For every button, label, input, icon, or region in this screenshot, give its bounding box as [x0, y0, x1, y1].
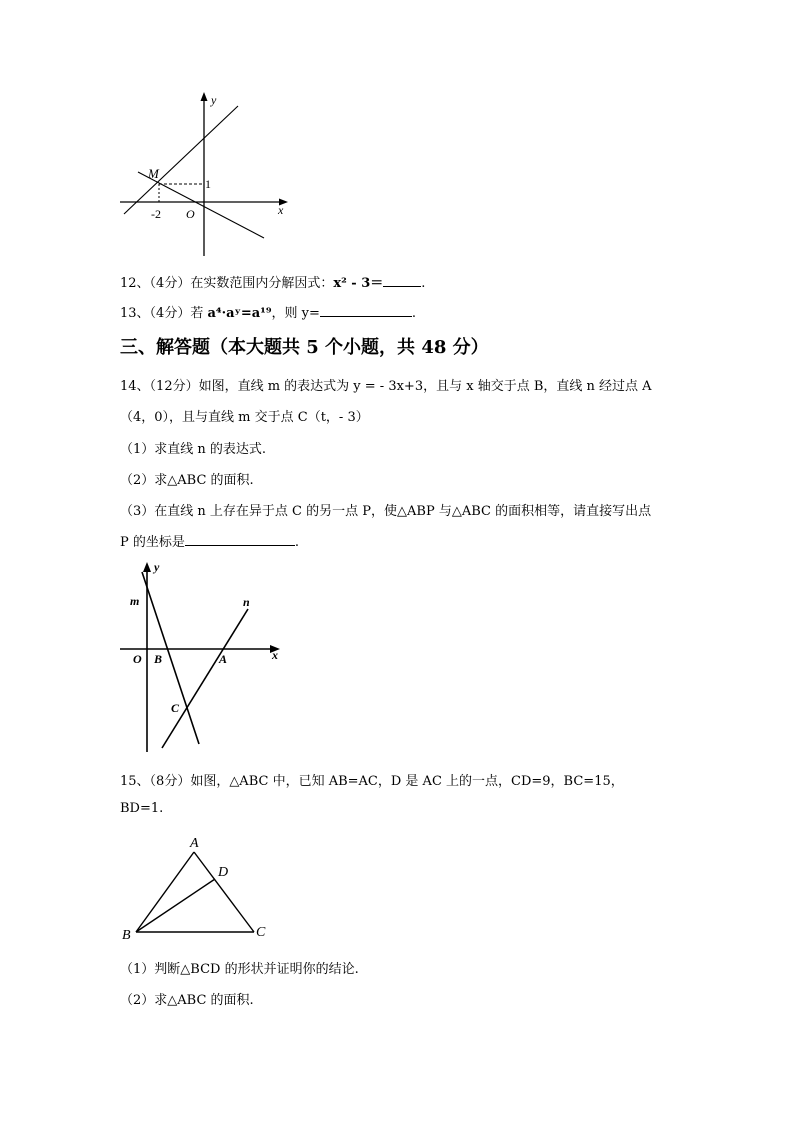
- section-3-heading: 三、解答题（本大题共 5 个小题，共 48 分）: [120, 337, 489, 358]
- figure-triangle-abc: [118, 832, 278, 944]
- label-b: B: [122, 928, 131, 943]
- q14-part1: （1）求直线 n 的表达式.: [120, 442, 267, 457]
- q14-part3b-end: .: [294, 535, 300, 550]
- q14-part3b: [120, 531, 299, 550]
- label-x: x: [272, 648, 278, 662]
- q13-expr: a⁴·aʸ=a¹⁹: [207, 306, 272, 321]
- y-axis-arrow: [143, 562, 151, 572]
- line-m: [142, 572, 199, 744]
- line-rising: [124, 106, 238, 214]
- q14-answer-blank[interactable]: [185, 533, 295, 546]
- label-m: M: [148, 166, 159, 181]
- figure-lines-m-n: [112, 558, 292, 754]
- q15-part1: （1）判断△BCD 的形状并证明你的结论.: [120, 962, 359, 977]
- q14-part2: （2）求△ABC 的面积.: [120, 473, 254, 488]
- q13-end: .: [411, 306, 417, 321]
- label-n: n: [243, 595, 250, 609]
- label-d: D: [218, 865, 229, 880]
- line-falling: [138, 172, 264, 238]
- q12-end: .: [421, 276, 426, 291]
- label-c: C: [256, 925, 266, 940]
- label-b: B: [154, 652, 163, 666]
- q13-answer-blank[interactable]: [320, 304, 412, 317]
- q14-part3: （3）在直线 n 上存在异于点 C 的另一点 P，使△ABP 与△ABC 的面积相等，请直接写出点: [120, 504, 652, 519]
- label-a: A: [190, 836, 199, 851]
- side-ab: [136, 852, 194, 932]
- label-x: x: [278, 203, 284, 217]
- y-axis-arrow: [201, 92, 208, 101]
- q13-mid: ，则 y=: [271, 306, 320, 321]
- q12-answer-blank[interactable]: [383, 274, 421, 287]
- figure-coordinate-lines-m: [112, 88, 302, 260]
- label-a: A: [219, 652, 228, 666]
- label-c: C: [171, 701, 180, 715]
- question-13: [120, 302, 416, 321]
- label-origin: O: [186, 207, 195, 221]
- label-neg2: -2: [151, 207, 161, 221]
- q15-part2: （2）求△ABC 的面积.: [120, 993, 254, 1008]
- q12-prefix: 12、（4分）在实数范围内分解因式：: [120, 276, 334, 291]
- label-one: 1: [205, 177, 211, 191]
- q12-expr: x² - 3＝: [333, 276, 384, 291]
- label-y: y: [154, 560, 160, 574]
- q15-line2: BD=1.: [120, 801, 164, 816]
- q14-line2: （4，0），且与直线 m 交于点 C（t，- 3）: [120, 410, 369, 425]
- label-m: m: [130, 594, 140, 608]
- q15-line1: 15、（8分）如图，△ABC 中，已知 AB=AC，D 是 AC 上的一点，CD=9，BC=15，: [120, 774, 624, 789]
- q14-line1: 14、（12分）如图，直线 m 的表达式为 y = - 3x+3，且与 x 轴交于点 B，直线 n 经过点 A: [120, 379, 652, 394]
- label-y: y: [211, 93, 217, 107]
- segment-bd: [136, 879, 215, 932]
- label-origin: O: [133, 652, 142, 666]
- question-12: [120, 272, 425, 291]
- q14-part3b-prefix: P 的坐标是: [120, 535, 185, 550]
- side-ac: [194, 852, 254, 932]
- q13-prefix: 13、（4分）若: [120, 306, 208, 321]
- line-n: [162, 609, 248, 748]
